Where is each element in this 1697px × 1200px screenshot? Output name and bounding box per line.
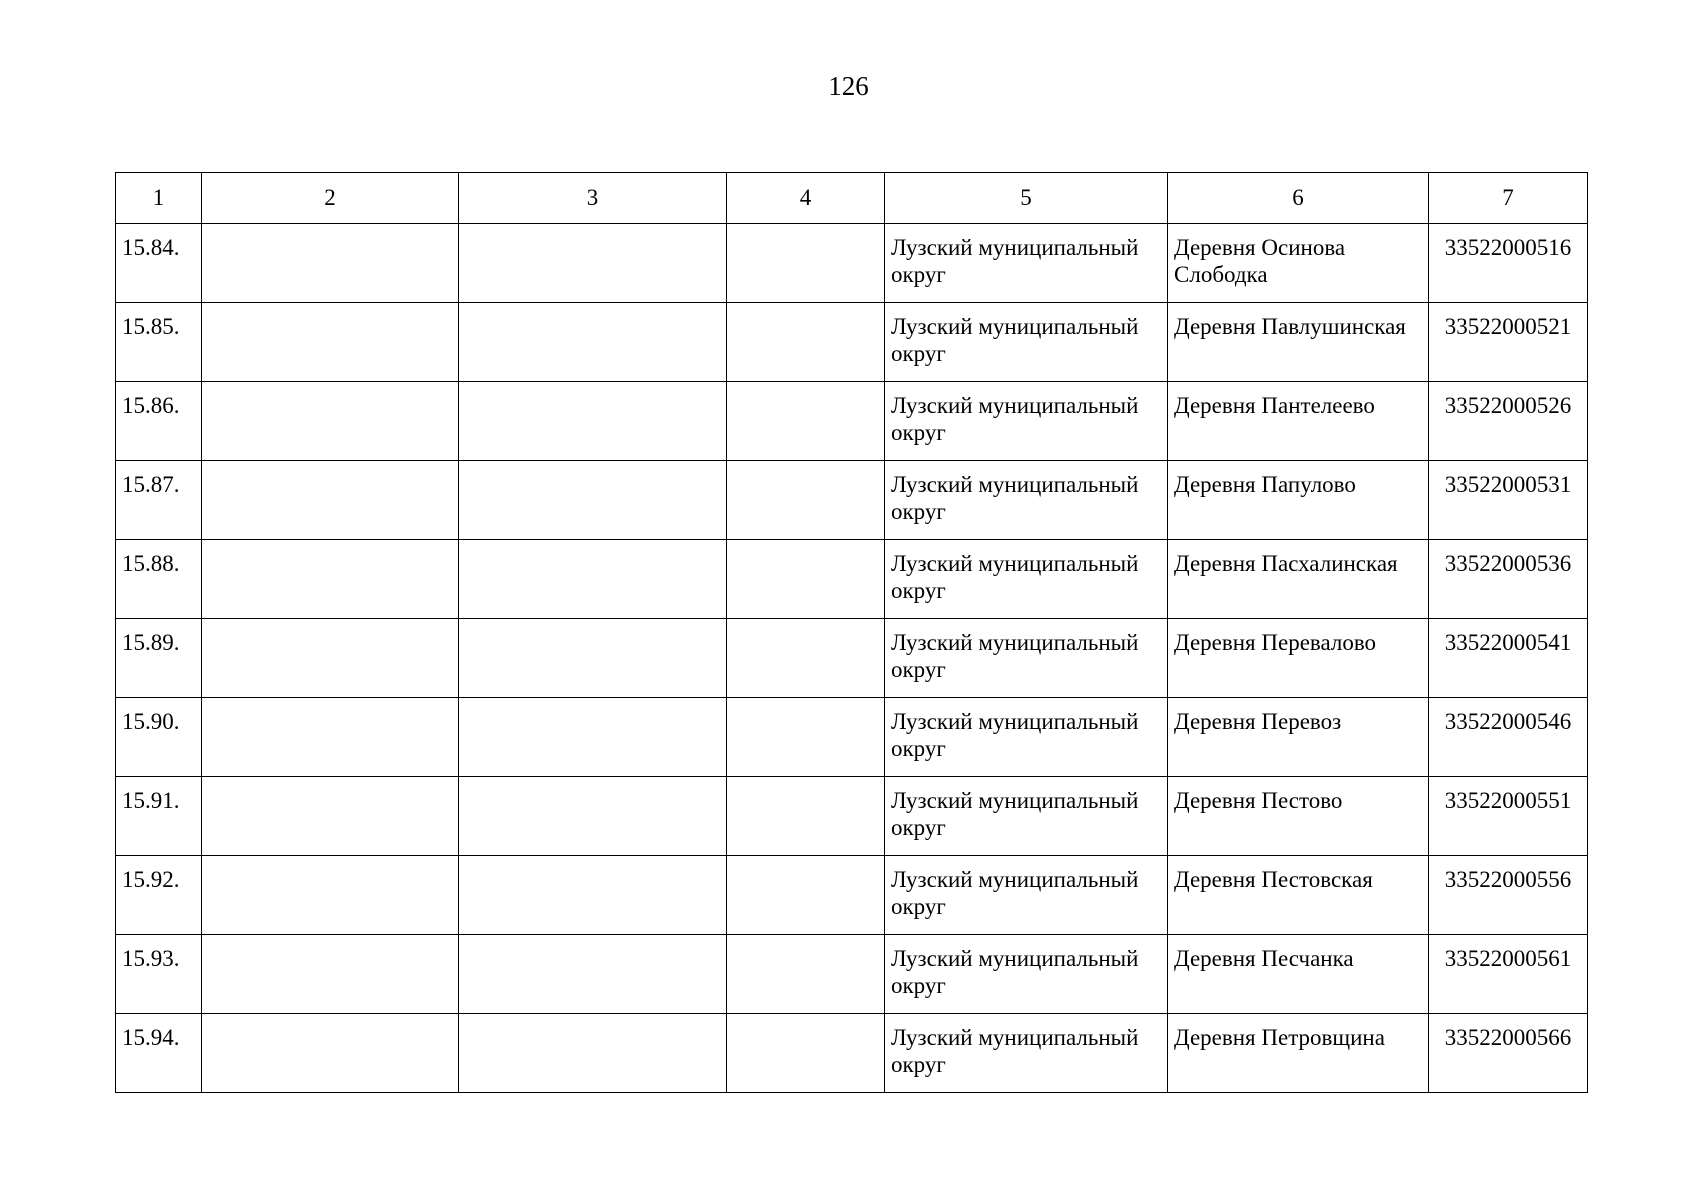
column-4-cell [727,224,885,303]
district-cell: Лузский муниципальный округ [885,461,1168,540]
settlement-cell: Деревня Перевоз [1168,698,1429,777]
code-cell: 33522000516 [1429,224,1588,303]
column-header-4: 4 [727,173,885,224]
page-number: 126 [828,71,869,101]
column-3-cell [459,777,727,856]
column-2-cell [202,698,459,777]
column-4-cell [727,935,885,1014]
table-row [116,777,1588,856]
column-4-cell [727,382,885,461]
column-3-cell [459,382,727,461]
column-3-cell [459,619,727,698]
column-2-cell [202,856,459,935]
district-cell: Лузский муниципальный округ [885,382,1168,461]
column-4-cell [727,619,885,698]
column-3-cell [459,540,727,619]
table-row [116,540,1588,619]
code-cell: 33522000541 [1429,619,1588,698]
settlement-cell: Деревня Пестовская [1168,856,1429,935]
column-2-cell [202,382,459,461]
table-row [116,303,1588,382]
code-cell: 33522000551 [1429,777,1588,856]
column-2-cell [202,935,459,1014]
row-number-cell: 15.91. [116,777,202,856]
table-row [116,698,1588,777]
district-cell: Лузский муниципальный округ [885,540,1168,619]
table-row [116,619,1588,698]
column-2-cell [202,777,459,856]
row-number-cell: 15.85. [116,303,202,382]
table-row [116,935,1588,1014]
row-number-cell: 15.87. [116,461,202,540]
row-number-cell: 15.86. [116,382,202,461]
district-cell: Лузский муниципальный округ [885,856,1168,935]
column-4-cell [727,540,885,619]
row-number-cell: 15.84. [116,224,202,303]
code-cell: 33522000546 [1429,698,1588,777]
column-header-7: 7 [1429,173,1588,224]
code-cell: 33522000561 [1429,935,1588,1014]
district-cell: Лузский муниципальный округ [885,619,1168,698]
column-3-cell [459,698,727,777]
settlement-cell: Деревня Пестово [1168,777,1429,856]
column-4-cell [727,303,885,382]
settlement-cell: Деревня Осинова Слободка [1168,224,1429,303]
column-header-1: 1 [116,173,202,224]
column-header-3: 3 [459,173,727,224]
row-number-cell: 15.90. [116,698,202,777]
district-cell: Лузский муниципальный округ [885,303,1168,382]
column-header-6: 6 [1168,173,1429,224]
column-2-cell [202,303,459,382]
column-header-5: 5 [885,173,1168,224]
settlement-cell: Деревня Песчанка [1168,935,1429,1014]
code-cell: 33522000531 [1429,461,1588,540]
column-4-cell [727,698,885,777]
table-row [116,461,1588,540]
settlements-table [115,172,1588,1093]
column-4-cell [727,461,885,540]
district-cell: Лузский муниципальный округ [885,935,1168,1014]
settlement-cell: Деревня Пасхалинская [1168,540,1429,619]
settlement-cell: Деревня Перевалово [1168,619,1429,698]
district-cell: Лузский муниципальный округ [885,777,1168,856]
column-3-cell [459,856,727,935]
code-cell: 33522000526 [1429,382,1588,461]
column-2-cell [202,619,459,698]
row-number-cell: 15.88. [116,540,202,619]
column-4-cell [727,1014,885,1093]
row-number-cell: 15.93. [116,935,202,1014]
row-number-cell: 15.89. [116,619,202,698]
table-body [116,224,1588,1093]
settlement-cell: Деревня Папулово [1168,461,1429,540]
row-number-cell: 15.92. [116,856,202,935]
district-cell: Лузский муниципальный округ [885,224,1168,303]
row-number-cell: 15.94. [116,1014,202,1093]
column-3-cell [459,303,727,382]
table-row [116,1014,1588,1093]
column-3-cell [459,935,727,1014]
column-3-cell [459,224,727,303]
column-3-cell [459,1014,727,1093]
code-cell: 33522000521 [1429,303,1588,382]
code-cell: 33522000536 [1429,540,1588,619]
table-row [116,224,1588,303]
column-2-cell [202,461,459,540]
column-2-cell [202,540,459,619]
column-3-cell [459,461,727,540]
column-4-cell [727,777,885,856]
column-2-cell [202,224,459,303]
district-cell: Лузский муниципальный округ [885,698,1168,777]
column-2-cell [202,1014,459,1093]
header-row [116,173,1588,224]
settlement-cell: Деревня Петровщина [1168,1014,1429,1093]
settlement-cell: Деревня Пантелеево [1168,382,1429,461]
district-cell: Лузский муниципальный округ [885,1014,1168,1093]
column-header-2: 2 [202,173,459,224]
table-row [116,382,1588,461]
column-4-cell [727,856,885,935]
table-row [116,856,1588,935]
code-cell: 33522000566 [1429,1014,1588,1093]
code-cell: 33522000556 [1429,856,1588,935]
settlement-cell: Деревня Павлушинская [1168,303,1429,382]
